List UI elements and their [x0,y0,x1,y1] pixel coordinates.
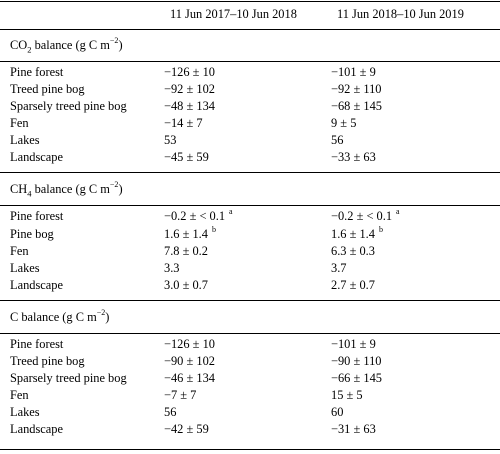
value-2017-2018: 3.3 [164,261,180,275]
table-row [0,64,500,80]
table-row [0,404,500,420]
value-2018-2019: −101 ± 9 [331,337,376,351]
row-label: Sparsely treed pine bog [10,99,127,113]
section-title: $CO_2$ balance (g C $m^{-2}$) [10,35,123,55]
table-row [0,149,500,165]
value-2017-2018: 7.8 ± 0.2 [164,244,208,258]
value-2017-2018: 56 [164,405,177,419]
table-row [0,260,500,276]
table-row [0,353,500,369]
header-row [0,6,500,22]
row-label: Lakes [10,133,40,147]
section-rule [0,333,500,334]
section-rule [0,172,500,173]
section-title-co2 [0,37,500,53]
value-2017-2018: 3.0 ± 0.7 [164,278,208,292]
row-label: Treed pine bog [10,354,85,368]
value-2018-2019: 15 ± 5 [331,388,363,402]
value-2018-2019: −92 ± 110 [331,82,382,96]
value-2017-2018: −0.2 ± < 0.1 $^a$ [164,206,233,223]
section-rule [0,61,500,62]
value-2018-2019: 6.3 ± 0.3 [331,244,375,258]
table-row [0,387,500,403]
section-title-ch4 [0,181,500,197]
table-row [0,421,500,437]
row-label: Treed pine bog [10,82,85,96]
table-row [0,208,500,224]
value-2018-2019: 1.6 ± 1.4 $^b$ [331,224,383,241]
value-2017-2018: −48 ± 134 [164,99,215,113]
row-label: Lakes [10,261,40,275]
header-rule [0,29,500,30]
row-label: Landscape [10,150,63,164]
table-row [0,115,500,131]
table-row [0,132,500,148]
section-title-c [0,309,500,325]
row-label: Fen [10,244,29,258]
value-2017-2018: −42 ± 59 [164,422,209,436]
value-2018-2019: −101 ± 9 [331,65,376,79]
row-label: Pine forest [10,209,64,223]
table-row [0,277,500,293]
bottom-rule [0,449,500,450]
row-label: Pine forest [10,337,64,351]
row-label: Landscape [10,422,63,436]
value-2018-2019: −90 ± 110 [331,354,382,368]
value-2018-2019: 9 ± 5 [331,116,357,130]
value-2017-2018: 53 [164,133,177,147]
row-label: Landscape [10,278,63,292]
row-label: Lakes [10,405,40,419]
value-2017-2018: −90 ± 102 [164,354,215,368]
value-2018-2019: −33 ± 63 [331,150,376,164]
table-row [0,98,500,114]
value-2018-2019: 60 [331,405,344,419]
value-2018-2019: 56 [331,133,344,147]
value-2017-2018: −7 ± 7 [164,388,197,402]
row-label: Fen [10,116,29,130]
value-2018-2019: −66 ± 145 [331,371,382,385]
top-rule [0,1,500,2]
row-label: Fen [10,388,29,402]
value-2018-2019: 3.7 [331,261,347,275]
value-2017-2018: −126 ± 10 [164,65,215,79]
value-2017-2018: 1.6 ± 1.4 $^b$ [164,224,216,241]
value-2018-2019: 2.7 ± 0.7 [331,278,375,292]
table-row [0,226,500,242]
section-rule [0,205,500,206]
header-period-2017-2018: 11 Jun 2017–10 Jun 2018 [170,7,297,21]
value-2017-2018: −14 ± 7 [164,116,203,130]
row-label: Pine forest [10,65,64,79]
table-row [0,81,500,97]
section-rule [0,300,500,301]
value-2018-2019: −0.2 ± < 0.1 $^a$ [331,206,400,223]
section-title: $CH_4$ balance (g C $m^{-2}$) [10,179,123,199]
value-2017-2018: −45 ± 59 [164,150,209,164]
header-period-2018-2019: 11 Jun 2018–10 Jun 2019 [337,7,464,21]
value-2018-2019: −31 ± 63 [331,422,376,436]
section-title: C balance (g C $m^{-2}$) [10,307,110,324]
table-row [0,243,500,259]
table-row [0,336,500,352]
row-label: Pine bog [10,227,54,241]
value-2017-2018: −92 ± 102 [164,82,215,96]
row-label: Sparsely treed pine bog [10,371,127,385]
value-2017-2018: −46 ± 134 [164,371,215,385]
value-2018-2019: −68 ± 145 [331,99,382,113]
value-2017-2018: −126 ± 10 [164,337,215,351]
table-row [0,370,500,386]
